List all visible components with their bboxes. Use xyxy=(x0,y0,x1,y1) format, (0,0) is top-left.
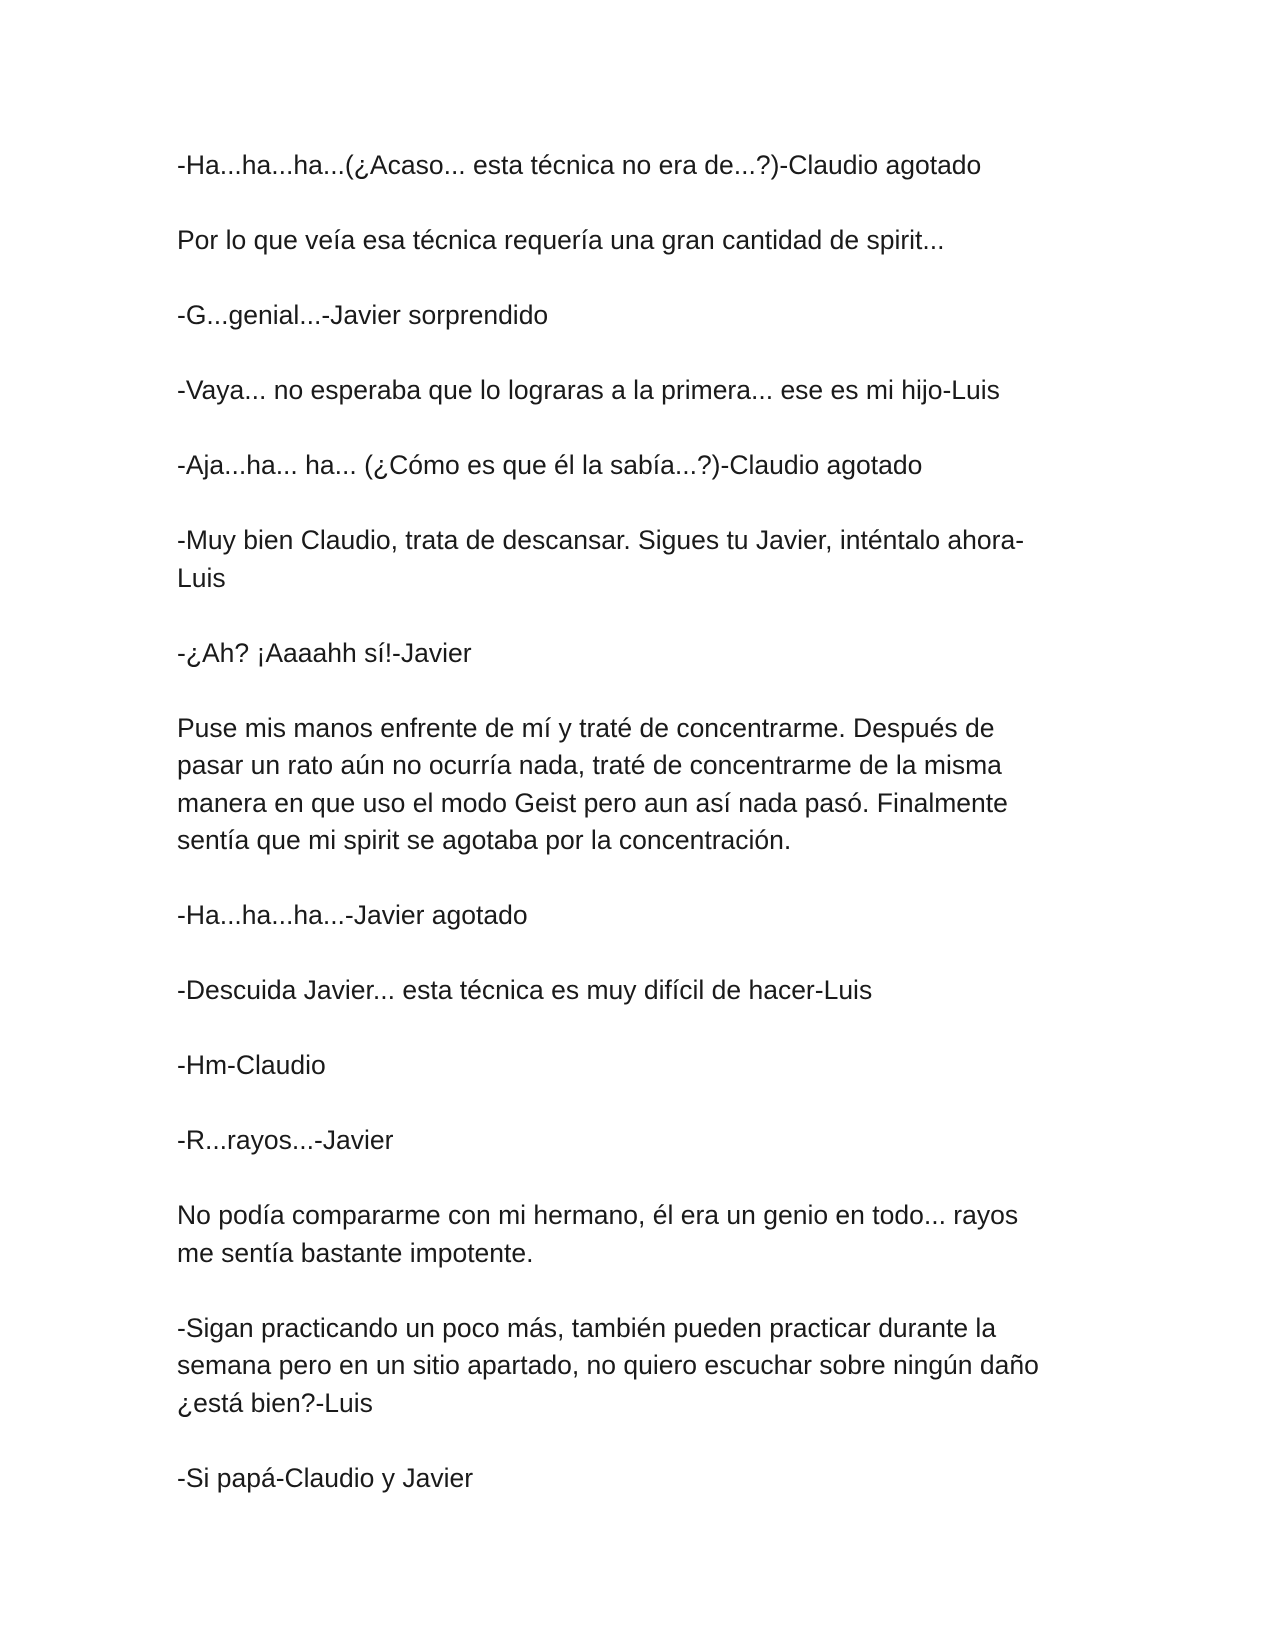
paragraph: -R...rayos...-Javier xyxy=(177,1125,394,1155)
paragraph: -Descuida Javier... esta técnica es muy difícil de hacer-Luis xyxy=(177,975,873,1005)
document-body xyxy=(177,147,1107,1497)
paragraph: -¿Ah? ¡Aaaahh sí!-Javier xyxy=(177,637,472,668)
paragraph: -Vaya... no esperaba que lo lograras a la primera... ese es mi hijo-Luis xyxy=(177,375,1000,405)
paragraph: Puse mis manos enfrente de mí y traté de concentrarme. Después de pasar un rato aún no ocurría nada, traté de concentrarme de la misma manera en que uso el modo Geist pero aun así nada pasó. Finalmente sentía que mi spirit se agotaba por la concentración. xyxy=(177,712,1008,855)
paragraph: -G...genial...-Javier sorprendido xyxy=(177,300,549,330)
paragraph: No podía compararme con mi hermano, él era un genio en todo... rayos me sentía bastante impotente. xyxy=(177,1200,1019,1268)
paragraph: -Aja...ha... ha... (¿Cómo es que él la sabía...?)-Claudio agotado xyxy=(177,450,923,480)
paragraph: -Muy bien Claudio, trata de descansar. Sigues tu Javier, inténtalo ahora- Luis xyxy=(177,525,1025,593)
paragraph: -Si papá-Claudio y Javier xyxy=(177,1462,474,1493)
paragraph: -Hm-Claudio xyxy=(177,1050,326,1080)
paragraph: -Ha...ha...ha...(¿Acaso... esta técnica no era de...?)-Claudio agotado xyxy=(177,150,982,180)
paragraph: -Ha...ha...ha...-Javier agotado xyxy=(177,900,528,930)
paragraph: -Sigan practicando un poco más, también pueden practicar durante la semana pero en un sitio apartado, no quiero escuchar sobre ningún daño ¿está bien?-Luis xyxy=(177,1312,1039,1418)
paragraph: Por lo que veía esa técnica requería una gran cantidad de spirit... xyxy=(177,225,945,255)
